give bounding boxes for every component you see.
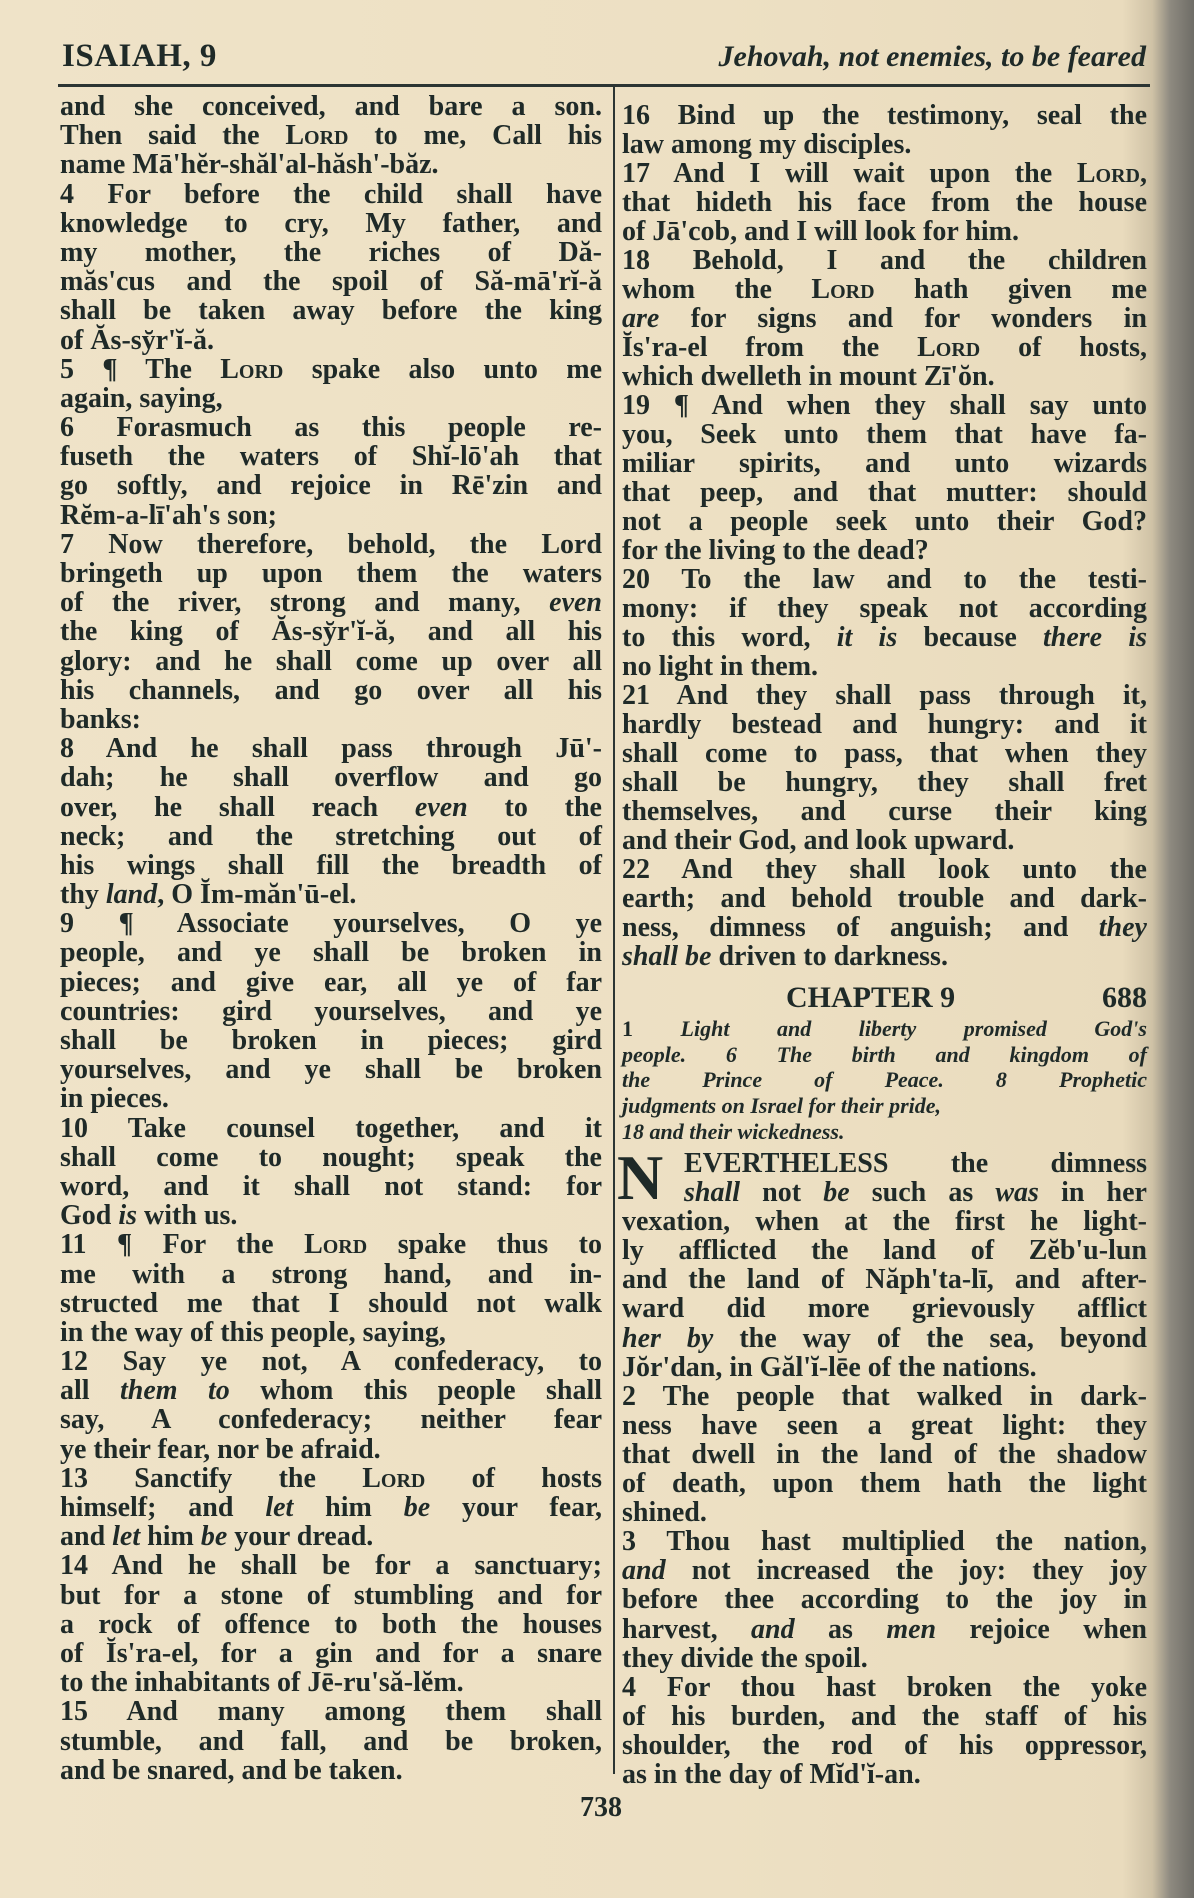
text-segment: law among my disciples. [622, 129, 912, 160]
summary-number: 1 [622, 1016, 633, 1041]
text-line [60, 1551, 602, 1580]
text-segment: a rock of offence to both the houses [60, 1608, 602, 1640]
text-segment: Ĭs'ra-el from the [622, 332, 918, 363]
text-line [622, 942, 1147, 971]
text-line [622, 188, 1147, 217]
book-chapter-header: ISAIAH, 9 [62, 38, 217, 74]
text-line [622, 1207, 1147, 1236]
text-line [60, 1055, 602, 1084]
text-segment: whom this people shall [229, 1375, 603, 1407]
text-segment: of his burden, and the staff of his [622, 1700, 1147, 1732]
text-line [622, 1093, 1147, 1119]
text-segment: 18 and their wickedness. [622, 1118, 845, 1144]
text-segment: in her [1038, 1177, 1147, 1209]
text-segment: of Jā'cob, and I will look for him. [622, 216, 1019, 247]
text-segment: vexation, when at the first he light- [622, 1206, 1147, 1238]
text-line [622, 130, 1147, 159]
text-segment: of hosts [425, 1462, 603, 1494]
text-line [622, 652, 1147, 681]
text-segment: name Mā'hĕr-shăl'al-hăsh'-băz. [60, 149, 439, 181]
text-segment: not a people seek unto their God? [622, 506, 1147, 537]
text-segment: your dread. [227, 1521, 374, 1553]
text-line [622, 565, 1147, 594]
text-segment: 18 Behold, I and the children [622, 245, 1147, 276]
text-segment: shall be hungry, they shall fret [622, 767, 1147, 798]
text-segment: people. 6 The birth and kingdom of [622, 1041, 1147, 1067]
text-segment: ward did more grievously afflict [622, 1293, 1147, 1325]
text-line [60, 209, 602, 238]
text-line [622, 333, 1147, 362]
text-line [622, 1702, 1147, 1731]
text-segment: 21 And they shall pass through it, [622, 680, 1147, 711]
text-segment: because [897, 622, 1043, 653]
text-segment: to the inhabitants of Jē-ru'să-lĕm. [60, 1667, 464, 1699]
text-segment: miliar spirits, and unto wizards [622, 448, 1147, 479]
italic-text: even [549, 587, 602, 619]
text-line [622, 391, 1147, 420]
text-line [60, 705, 602, 734]
small-caps-text: Lord [811, 274, 875, 305]
text-line [60, 1026, 602, 1055]
text-segment: God [60, 1200, 119, 1232]
italic-text: are [622, 303, 660, 334]
text-segment: ness, dimness of anguish; and [622, 912, 1099, 943]
text-line [60, 150, 602, 179]
text-line [60, 822, 602, 851]
text-segment: 17 And I will wait upon the [622, 158, 1077, 189]
text-segment: over, he shall reach [60, 791, 415, 823]
text-segment: the king of Ăs-sy̆r'ĭ-ă, and all his [60, 616, 602, 648]
text-segment: shoulder, the rod of his oppressor, [622, 1729, 1147, 1761]
text-line [622, 623, 1147, 652]
text-line [622, 1324, 1147, 1353]
text-segment: you, Seek unto them that have fa- [622, 419, 1147, 450]
text-line [60, 676, 602, 705]
small-caps-text: Lord [1076, 158, 1140, 189]
text-line [60, 1318, 602, 1347]
text-line [60, 588, 602, 617]
text-line [60, 180, 602, 209]
text-segment: dah; he shall overflow and go [60, 762, 602, 794]
text-segment: word, and it shall not stand: for [60, 1170, 602, 1202]
text-segment: 20 To the law and to the testi- [622, 564, 1147, 595]
text-segment: and their God, and look upward. [622, 825, 1015, 856]
text-line [622, 1294, 1147, 1323]
drop-cap: N [617, 1142, 664, 1213]
text-segment: harvest, [622, 1613, 752, 1645]
text-segment: as [794, 1613, 887, 1645]
text-line [622, 159, 1147, 188]
text-line [622, 304, 1147, 333]
text-segment: that dwell in the land of the shadow [622, 1438, 1147, 1470]
text-line [622, 681, 1147, 710]
chapter-heading [622, 982, 1147, 1014]
text-line [622, 1498, 1147, 1527]
text-line [60, 1114, 602, 1143]
text-line [622, 1411, 1147, 1440]
text-line [622, 362, 1147, 391]
text-segment: thy [60, 879, 106, 911]
text-line [60, 617, 602, 646]
text-segment: of the river, strong and many, [60, 587, 550, 619]
text-segment: people, and ye shall be broken in [60, 937, 602, 969]
small-caps-text: Lord [917, 332, 981, 363]
text-segment: shall come to pass, that when they [622, 738, 1147, 769]
text-segment: the Prince of Peace. 8 Prophetic [622, 1067, 1147, 1093]
text-segment: again, saying, [60, 382, 223, 414]
text-segment: they divide the spoil. [622, 1642, 868, 1674]
text-line [60, 530, 602, 559]
text-segment: not [740, 1177, 824, 1209]
text-line [622, 1731, 1147, 1760]
text-segment: say, A confederacy; neither fear [60, 1404, 602, 1436]
text-segment: no light in them. [622, 651, 819, 682]
text-segment: 11 ¶ For the [60, 1229, 305, 1261]
text-line [622, 1265, 1147, 1294]
text-line [60, 355, 602, 384]
text-line [60, 559, 602, 588]
text-segment: and [60, 1521, 113, 1553]
text-line [60, 1610, 602, 1639]
text-line [622, 1440, 1147, 1469]
text-line [622, 1469, 1147, 1498]
italic-text: be [823, 1177, 850, 1209]
text-line [622, 1042, 1147, 1068]
text-segment: and she conceived, and bare a son. [60, 91, 602, 122]
text-line [622, 449, 1147, 478]
small-caps-text: Lord [220, 353, 284, 385]
text-segment: of Ăs-sy̆r'ĭ-ă. [60, 324, 214, 356]
text-line [60, 471, 602, 500]
text-segment: spake thus to [367, 1229, 602, 1261]
text-line [60, 92, 602, 121]
text-segment: themselves, and curse their king [622, 796, 1147, 827]
text-segment: EVERTHELESS the dimness [684, 1148, 1147, 1179]
text-line [622, 1673, 1147, 1702]
small-caps-text: Lord [285, 120, 349, 152]
text-line [622, 420, 1147, 449]
text-segment: of death, upon them hath the light [622, 1468, 1147, 1500]
text-line [622, 1353, 1147, 1382]
text-line [622, 1615, 1147, 1644]
text-segment: ye their fear, nor be afraid. [60, 1433, 381, 1465]
text-segment: the way of the sea, beyond [713, 1322, 1147, 1354]
text-line [622, 1527, 1147, 1556]
text-segment: spake also unto me [283, 353, 602, 385]
text-line [60, 997, 602, 1026]
text-segment: măs'cus and the spoil of Să-mā'rĭ-ă [60, 266, 602, 298]
text-line [60, 1522, 602, 1551]
text-line [622, 913, 1147, 942]
text-segment: himself; and [60, 1492, 266, 1523]
text-segment: hardly bestead and hungry: and it [622, 709, 1147, 740]
text-segment: Then said the [60, 120, 286, 152]
text-line [622, 855, 1147, 884]
text-segment: Light and liberty promised God's [633, 1016, 1147, 1041]
italic-text: was [995, 1177, 1039, 1209]
text-segment: glory: and he shall come up over all [60, 645, 602, 677]
text-segment: shall be broken in pieces; gird [60, 1025, 602, 1056]
column-divider [613, 86, 615, 1774]
text-segment: your fear, [430, 1492, 602, 1523]
text-line [60, 1201, 602, 1230]
text-line [622, 217, 1147, 246]
header-rule [58, 84, 1150, 87]
italic-text: and [751, 1613, 795, 1645]
chapter-summary [622, 1016, 1147, 1144]
text-segment: his channels, and go over all his [60, 674, 602, 706]
text-segment: me with a strong hand, and in- [60, 1258, 602, 1290]
italic-text: even [414, 791, 468, 823]
italic-text: be [200, 1521, 228, 1553]
italic-text: land [105, 879, 158, 911]
italic-text: is [118, 1200, 138, 1232]
text-line [622, 1585, 1147, 1614]
text-segment: 15 And many among them shall [60, 1696, 602, 1728]
text-line [622, 536, 1147, 565]
right-column-top [622, 101, 1147, 971]
text-line [60, 1347, 602, 1376]
text-segment: 7 Now therefore, behold, the Lord [60, 528, 602, 560]
right-column-bottom [622, 1149, 1147, 1789]
text-segment: Jŏr'dan, in Găl'ĭ-lēe of the nations. [622, 1351, 1037, 1383]
small-caps-text: Lord [304, 1229, 368, 1261]
text-line [60, 442, 602, 471]
text-segment: 14 And he shall be for a sanctuary; [60, 1550, 602, 1582]
text-segment: and be snared, and be taken. [60, 1754, 403, 1786]
text-line [622, 1236, 1147, 1265]
text-segment: judgments on Israel for their pride, [622, 1093, 942, 1119]
chapter-title: CHAPTER 9 [786, 981, 956, 1014]
text-segment: driven to darkness. [711, 941, 948, 972]
text-segment: 2 The people that walked in dark- [622, 1380, 1147, 1412]
italic-text: her by [622, 1322, 714, 1354]
running-title: Jehovah, not enemies, to be feared [718, 40, 1146, 73]
text-segment: shall be taken away before the king [60, 295, 602, 327]
text-segment: that peep, and that mutter: should [622, 477, 1147, 508]
text-segment: all [60, 1375, 120, 1407]
text-segment: such as [849, 1177, 996, 1209]
text-segment: shined. [622, 1497, 707, 1529]
text-segment: 10 Take counsel together, and it [60, 1112, 602, 1144]
text-segment: to me, Call his [348, 120, 602, 152]
text-line [60, 1668, 602, 1697]
text-line [622, 507, 1147, 536]
left-column [60, 92, 602, 1785]
text-segment: him [293, 1492, 404, 1523]
text-segment: pieces; and give ear, all ye of far [60, 966, 602, 998]
text-line [60, 851, 602, 880]
text-line [60, 413, 602, 442]
text-segment: stumble, and fall, and be broken, [60, 1725, 602, 1757]
text-segment: and the land of Năph'ta-lī, and after- [622, 1264, 1147, 1296]
text-line [60, 384, 602, 413]
text-segment: yourselves, and ye shall be broken [60, 1054, 602, 1086]
text-segment: for the living to the dead? [622, 535, 929, 566]
text-line [60, 501, 602, 530]
italic-text: them to [120, 1375, 230, 1407]
text-line [622, 1149, 1147, 1178]
text-segment: ly afflicted the land of Zĕb'u-lun [622, 1235, 1147, 1267]
text-line [622, 1119, 1147, 1145]
small-caps-text: Lord [362, 1462, 426, 1494]
text-line [60, 1727, 602, 1756]
text-segment: 6 Forasmuch as this people re- [60, 412, 602, 444]
text-line [622, 710, 1147, 739]
text-line [60, 1260, 602, 1289]
italic-text: there is [1043, 622, 1147, 653]
text-segment: go softly, and rejoice in Rē'zin and [60, 470, 602, 502]
text-line [622, 797, 1147, 826]
text-line [622, 1067, 1147, 1093]
text-segment: 19 ¶ And when they shall say unto [622, 390, 1147, 421]
text-line [622, 1016, 1147, 1042]
text-line [622, 275, 1147, 304]
text-segment: mony: if they speak not according [622, 593, 1147, 624]
text-line [60, 326, 602, 355]
text-segment: with us. [137, 1200, 238, 1232]
text-line [622, 826, 1147, 855]
chapter-ref-number: 688 [1102, 981, 1147, 1014]
text-line [60, 1756, 602, 1785]
text-segment: his wings shall fill the breadth of [60, 849, 602, 881]
text-line [622, 768, 1147, 797]
text-line [60, 296, 602, 325]
text-segment: 4 For thou hast broken the yoke [622, 1671, 1147, 1703]
text-line [60, 121, 602, 150]
text-segment: my mother, the riches of Dă- [60, 236, 602, 268]
text-segment: 9 ¶ Associate yourselves, O ye [60, 908, 602, 940]
italic-text: they [1098, 912, 1147, 943]
text-line [622, 1556, 1147, 1585]
text-segment: to the [467, 791, 602, 823]
text-segment: knowledge to cry, My father, and [60, 207, 602, 239]
text-segment: 12 Say ye not, A confederacy, to [60, 1346, 602, 1378]
text-line [60, 968, 602, 997]
text-line [60, 1172, 602, 1201]
text-segment: but for a stone of stumbling and for [60, 1579, 602, 1611]
text-line [622, 594, 1147, 623]
text-segment: , [1140, 158, 1147, 189]
text-line [622, 478, 1147, 507]
text-line [60, 793, 602, 822]
text-segment: of Ĭs'ra-el, for a gin and for a snare [60, 1637, 602, 1669]
text-segment: structed me that I should not walk [60, 1287, 602, 1319]
text-line [622, 246, 1147, 275]
text-line [60, 1581, 602, 1610]
text-segment: neck; and the stretching out of [60, 820, 602, 852]
text-segment: in the way of this people, saying, [60, 1316, 446, 1348]
text-segment: countries: gird yourselves, and ye [60, 995, 602, 1027]
text-line [60, 1405, 602, 1434]
text-segment: for signs and for wonders in [659, 303, 1147, 334]
text-line [622, 739, 1147, 768]
text-line [622, 884, 1147, 913]
text-segment: to this word, [622, 622, 837, 653]
text-line [60, 1143, 602, 1172]
text-segment: 3 Thou hast multiplied the nation, [622, 1526, 1147, 1558]
text-line [60, 1464, 602, 1493]
text-line [622, 1178, 1147, 1207]
text-line [60, 880, 602, 909]
text-segment: earth; and behold trouble and dark- [622, 883, 1147, 914]
text-segment: before thee according to the joy in [622, 1584, 1147, 1616]
text-line [60, 1435, 602, 1464]
text-line [60, 1639, 602, 1668]
italic-text: men [886, 1613, 937, 1645]
italic-text: shall be [622, 941, 712, 972]
italic-text: shall [684, 1177, 741, 1209]
text-line [60, 267, 602, 296]
text-segment: of hosts, [980, 332, 1148, 363]
text-segment: in pieces. [60, 1083, 169, 1115]
text-line [60, 1697, 602, 1726]
text-segment: fuseth the waters of Shĭ-lō'ah that [60, 441, 602, 473]
text-line [60, 1493, 602, 1522]
text-segment: rejoice when [936, 1613, 1147, 1645]
text-line [60, 1084, 602, 1113]
text-line [60, 1230, 602, 1259]
text-segment: 16 Bind up the testimony, seal the [622, 100, 1147, 131]
text-segment: Rĕm-a-lī'ah's son; [60, 499, 277, 531]
text-segment: him [140, 1521, 201, 1553]
text-line [60, 238, 602, 267]
text-segment: 22 And they shall look unto the [622, 854, 1147, 885]
page-number: 738 [580, 1792, 622, 1823]
italic-text: and [622, 1555, 666, 1587]
italic-text: let [112, 1521, 141, 1553]
text-segment: , O Ĭm-măn'ū-el. [157, 879, 357, 911]
italic-text: be [403, 1492, 431, 1523]
text-segment: that hideth his face from the house [622, 187, 1147, 218]
text-line [60, 647, 602, 676]
text-line [60, 1376, 602, 1405]
text-segment: which dwelleth in mount Zī'ŏn. [622, 361, 995, 392]
text-line [60, 938, 602, 967]
text-segment: not increased the joy: they joy [665, 1555, 1147, 1587]
text-segment: 13 Sanctify the [60, 1462, 363, 1494]
text-segment: whom the [622, 274, 812, 305]
text-line [60, 734, 602, 763]
italic-text: it is [836, 622, 898, 653]
text-line [60, 1289, 602, 1318]
text-line [622, 1760, 1147, 1789]
text-segment: bringeth up upon them the waters [60, 558, 602, 589]
text-line [622, 1644, 1147, 1673]
text-line [60, 909, 602, 938]
text-segment: as in the day of Mĭd'ĭ-an. [622, 1758, 921, 1790]
text-line [60, 763, 602, 792]
text-segment: 4 For before the child shall have [60, 178, 602, 210]
text-segment: 8 And he shall pass through Jū'- [60, 733, 602, 765]
text-segment: 5 ¶ The [60, 353, 221, 385]
text-segment: banks: [60, 703, 141, 735]
text-line [622, 1382, 1147, 1411]
italic-text: let [265, 1492, 294, 1523]
text-segment: hath given me [874, 274, 1147, 305]
text-segment: shall come to nought; speak the [60, 1141, 602, 1173]
text-segment: ness have seen a great light: they [622, 1409, 1147, 1441]
text-line [622, 101, 1147, 130]
